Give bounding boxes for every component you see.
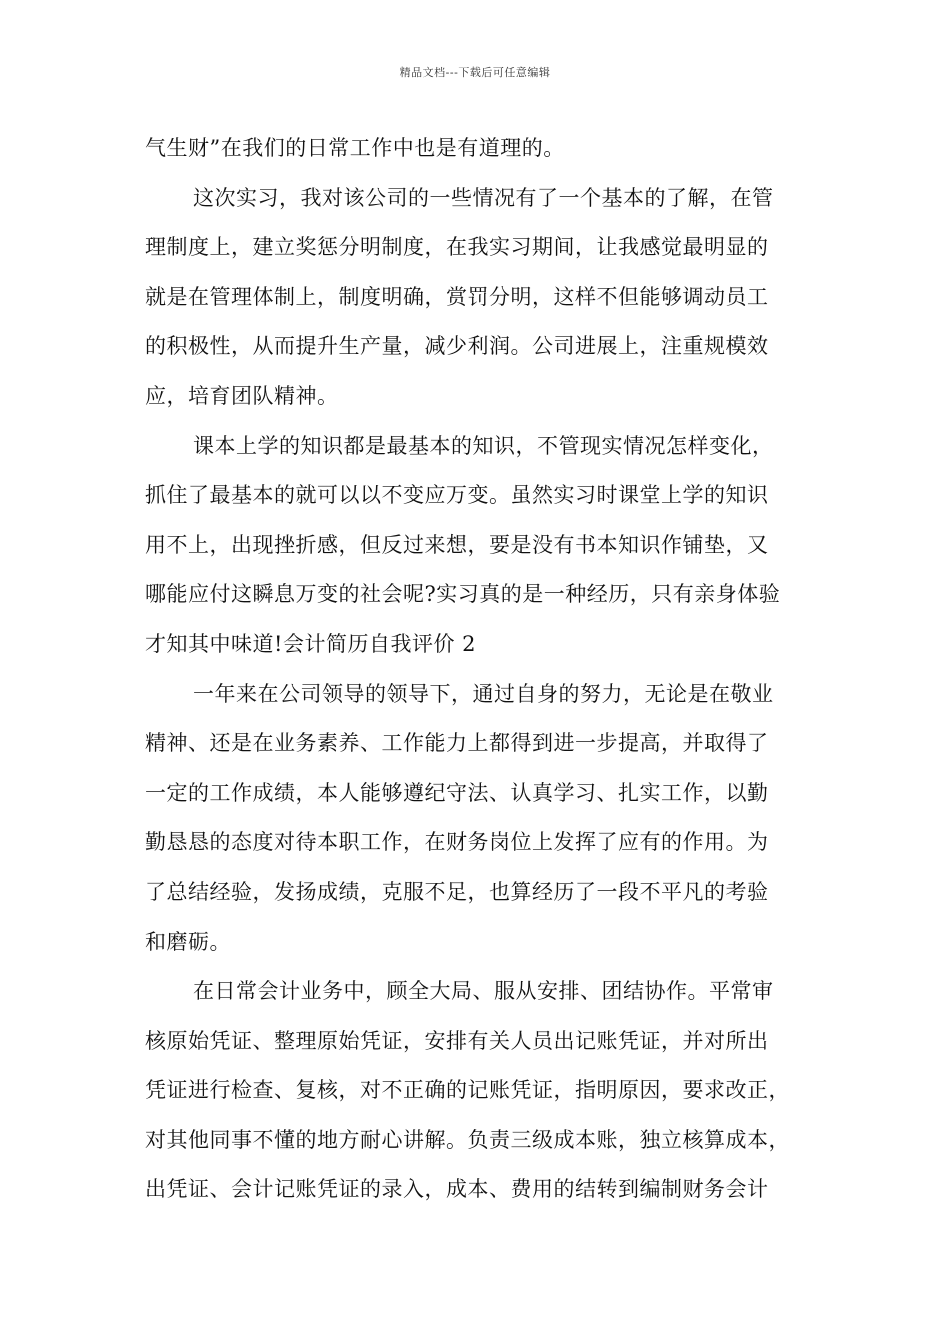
text-line: 抓住了最基本的就可以以不变应万变。虽然实习时课堂上学的知识 <box>145 483 769 508</box>
text-line: 凭证进行检查、复核，对不正确的记账凭证，指明原因，要求改正， <box>145 1078 790 1103</box>
text-line: 哪能应付这瞬息万变的社会呢?实习真的是一种经历，只有亲身体验 <box>145 582 781 607</box>
text-line: 课本上学的知识都是最基本的知识，不管现实情况怎样变化， <box>193 433 774 458</box>
text-line: 对其他同事不懂的地方耐心讲解。负责三级成本账，独立核算成本， <box>145 1127 790 1152</box>
text-line: 用不上，出现挫折感，但反过来想，要是没有书本知识作铺垫，又 <box>145 532 769 557</box>
text-line: 了总结经验，发扬成绩，克服不足，也算经历了一段不平凡的考验 <box>145 879 769 904</box>
text-line: 理制度上，建立奖惩分明制度，在我实习期间，让我感觉最明显的 <box>145 235 769 260</box>
text-line: 精神、还是在业务素养、工作能力上都得到进一步提高，并取得了 <box>145 731 769 756</box>
text-line: 这次实习，我对该公司的一些情况有了一个基本的了解，在管 <box>193 185 774 210</box>
document-body <box>145 128 817 1219</box>
page-header: 精品文档---下载后可任意编辑 <box>399 66 551 79</box>
text-line: 核原始凭证、整理原始凭证，安排有关人员出记账凭证，并对所出 <box>145 1028 769 1053</box>
text-line: 才知其中味道!会计简历自我评价 2 <box>145 631 476 656</box>
text-line: 勤恳恳的态度对待本职工作，在财务岗位上发挥了应有的作用。为 <box>145 830 769 855</box>
text-line: 的积极性，从而提升生产量，减少利润。公司进展上，注重规模效 <box>145 334 769 359</box>
text-line: 就是在管理体制上，制度明确，赏罚分明，这样不但能够调动员工 <box>145 284 769 309</box>
text-line: 出凭证、会计记账凭证的录入，成本、费用的结转到编制财务会计 <box>145 1177 769 1202</box>
text-line: 气生财”在我们的日常工作中也是有道理的。 <box>145 136 565 160</box>
text-line: 应，培育团队精神。 <box>145 383 339 408</box>
text-line: 一定的工作成绩，本人能够遵纪守法、认真学习、扎实工作，以勤 <box>145 780 769 805</box>
text-line: 一年来在公司领导的领导下，通过自身的努力，无论是在敬业 <box>193 681 774 706</box>
text-line: 在日常会计业务中，顾全大局、服从安排、团结协作。平常审 <box>193 979 774 1004</box>
text-line: 和磨砺。 <box>145 929 231 954</box>
